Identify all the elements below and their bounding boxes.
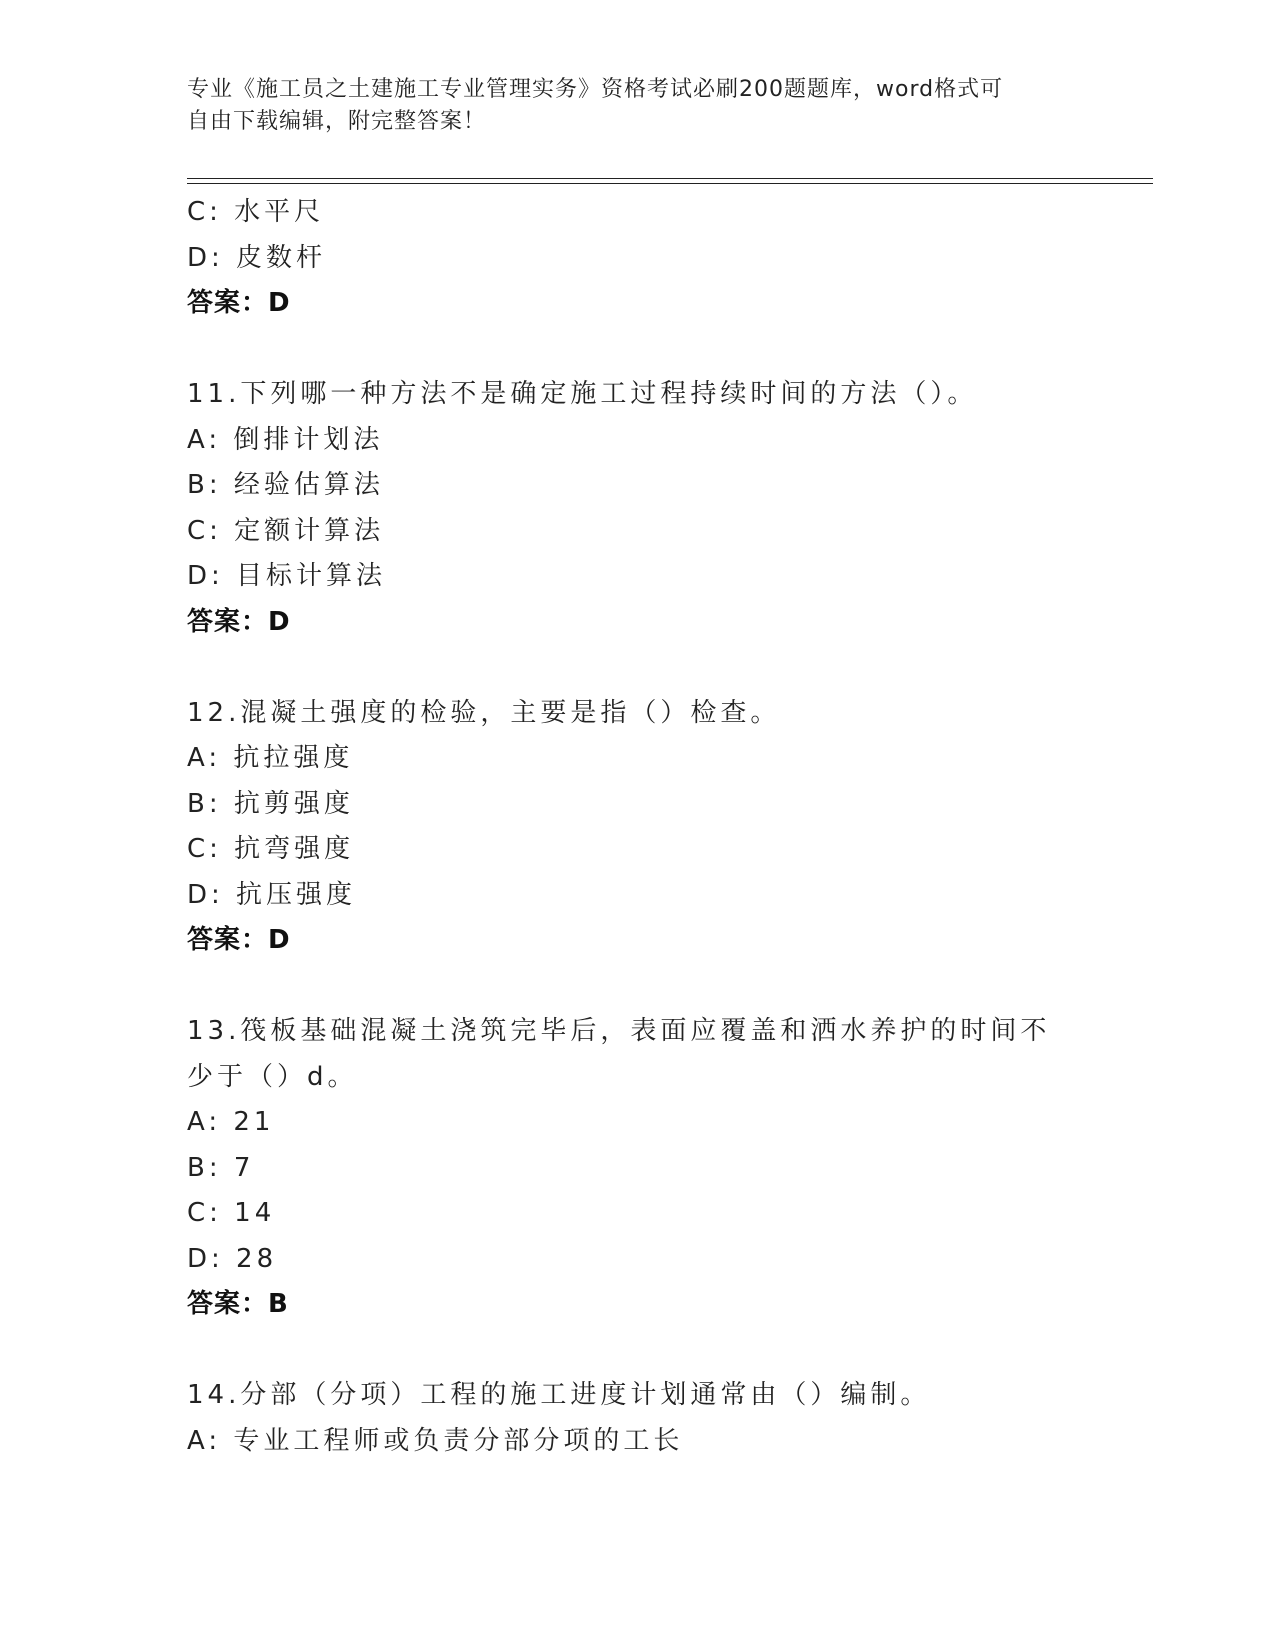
option-a: A: 抗拉强度 bbox=[187, 743, 354, 773]
header-divider-bottom bbox=[187, 183, 1153, 184]
option-d: D: 28 bbox=[187, 1243, 278, 1274]
option-a: A: 21 bbox=[187, 1107, 275, 1137]
spacer bbox=[187, 964, 1087, 1010]
spacer bbox=[187, 1328, 1087, 1374]
answer-line: 答案：D bbox=[187, 288, 291, 318]
question-13 bbox=[187, 1009, 1087, 1328]
question-stem: 14.分部（分项）工程的施工进度计划通常由（）编制。 bbox=[187, 1380, 931, 1410]
header-title-line-2: 自由下载编辑，附完整答案！ bbox=[187, 109, 487, 134]
question-stem: 12.混凝土强度的检验，主要是指（）检查。 bbox=[187, 697, 781, 728]
question-14 bbox=[187, 1373, 1087, 1464]
answer-line: 答案：D bbox=[187, 925, 291, 955]
spacer bbox=[187, 645, 1087, 691]
question-11 bbox=[187, 372, 1087, 645]
option-c: C: 水平尺 bbox=[187, 197, 325, 227]
option-d: D: 目标计算法 bbox=[187, 561, 387, 591]
option-a: A: 倒排计划法 bbox=[187, 424, 384, 455]
question-stem: 13.筏板基础混凝土浇筑完毕后，表面应覆盖和洒水养护的时间不少于（）d。 bbox=[187, 1016, 1051, 1092]
header-divider-top bbox=[187, 178, 1153, 179]
option-a: A: 专业工程师或负责分部分项的工长 bbox=[187, 1425, 684, 1456]
question-stem: 11.下列哪一种方法不是确定施工过程持续时间的方法（）。 bbox=[187, 379, 978, 409]
question-10-continuation bbox=[187, 190, 1087, 327]
option-b: B: 7 bbox=[187, 1152, 255, 1183]
document-header bbox=[187, 74, 1087, 138]
answer-line: 答案：D bbox=[187, 606, 291, 637]
question-list bbox=[187, 190, 1087, 1464]
option-c: C: 抗弯强度 bbox=[187, 834, 355, 864]
option-d: D: 皮数杆 bbox=[187, 242, 327, 273]
question-12 bbox=[187, 691, 1087, 964]
option-c: C: 定额计算法 bbox=[187, 515, 385, 546]
header-title-line-1: 专业《施工员之土建施工专业管理实务》资格考试必刷200题题库，word格式可 bbox=[187, 77, 1004, 102]
option-d: D: 抗压强度 bbox=[187, 879, 357, 910]
option-b: B: 抗剪强度 bbox=[187, 788, 354, 819]
spacer bbox=[187, 327, 1087, 373]
option-b: B: 经验估算法 bbox=[187, 470, 384, 500]
answer-line: 答案：B bbox=[187, 1289, 289, 1319]
option-c: C: 14 bbox=[187, 1198, 276, 1228]
